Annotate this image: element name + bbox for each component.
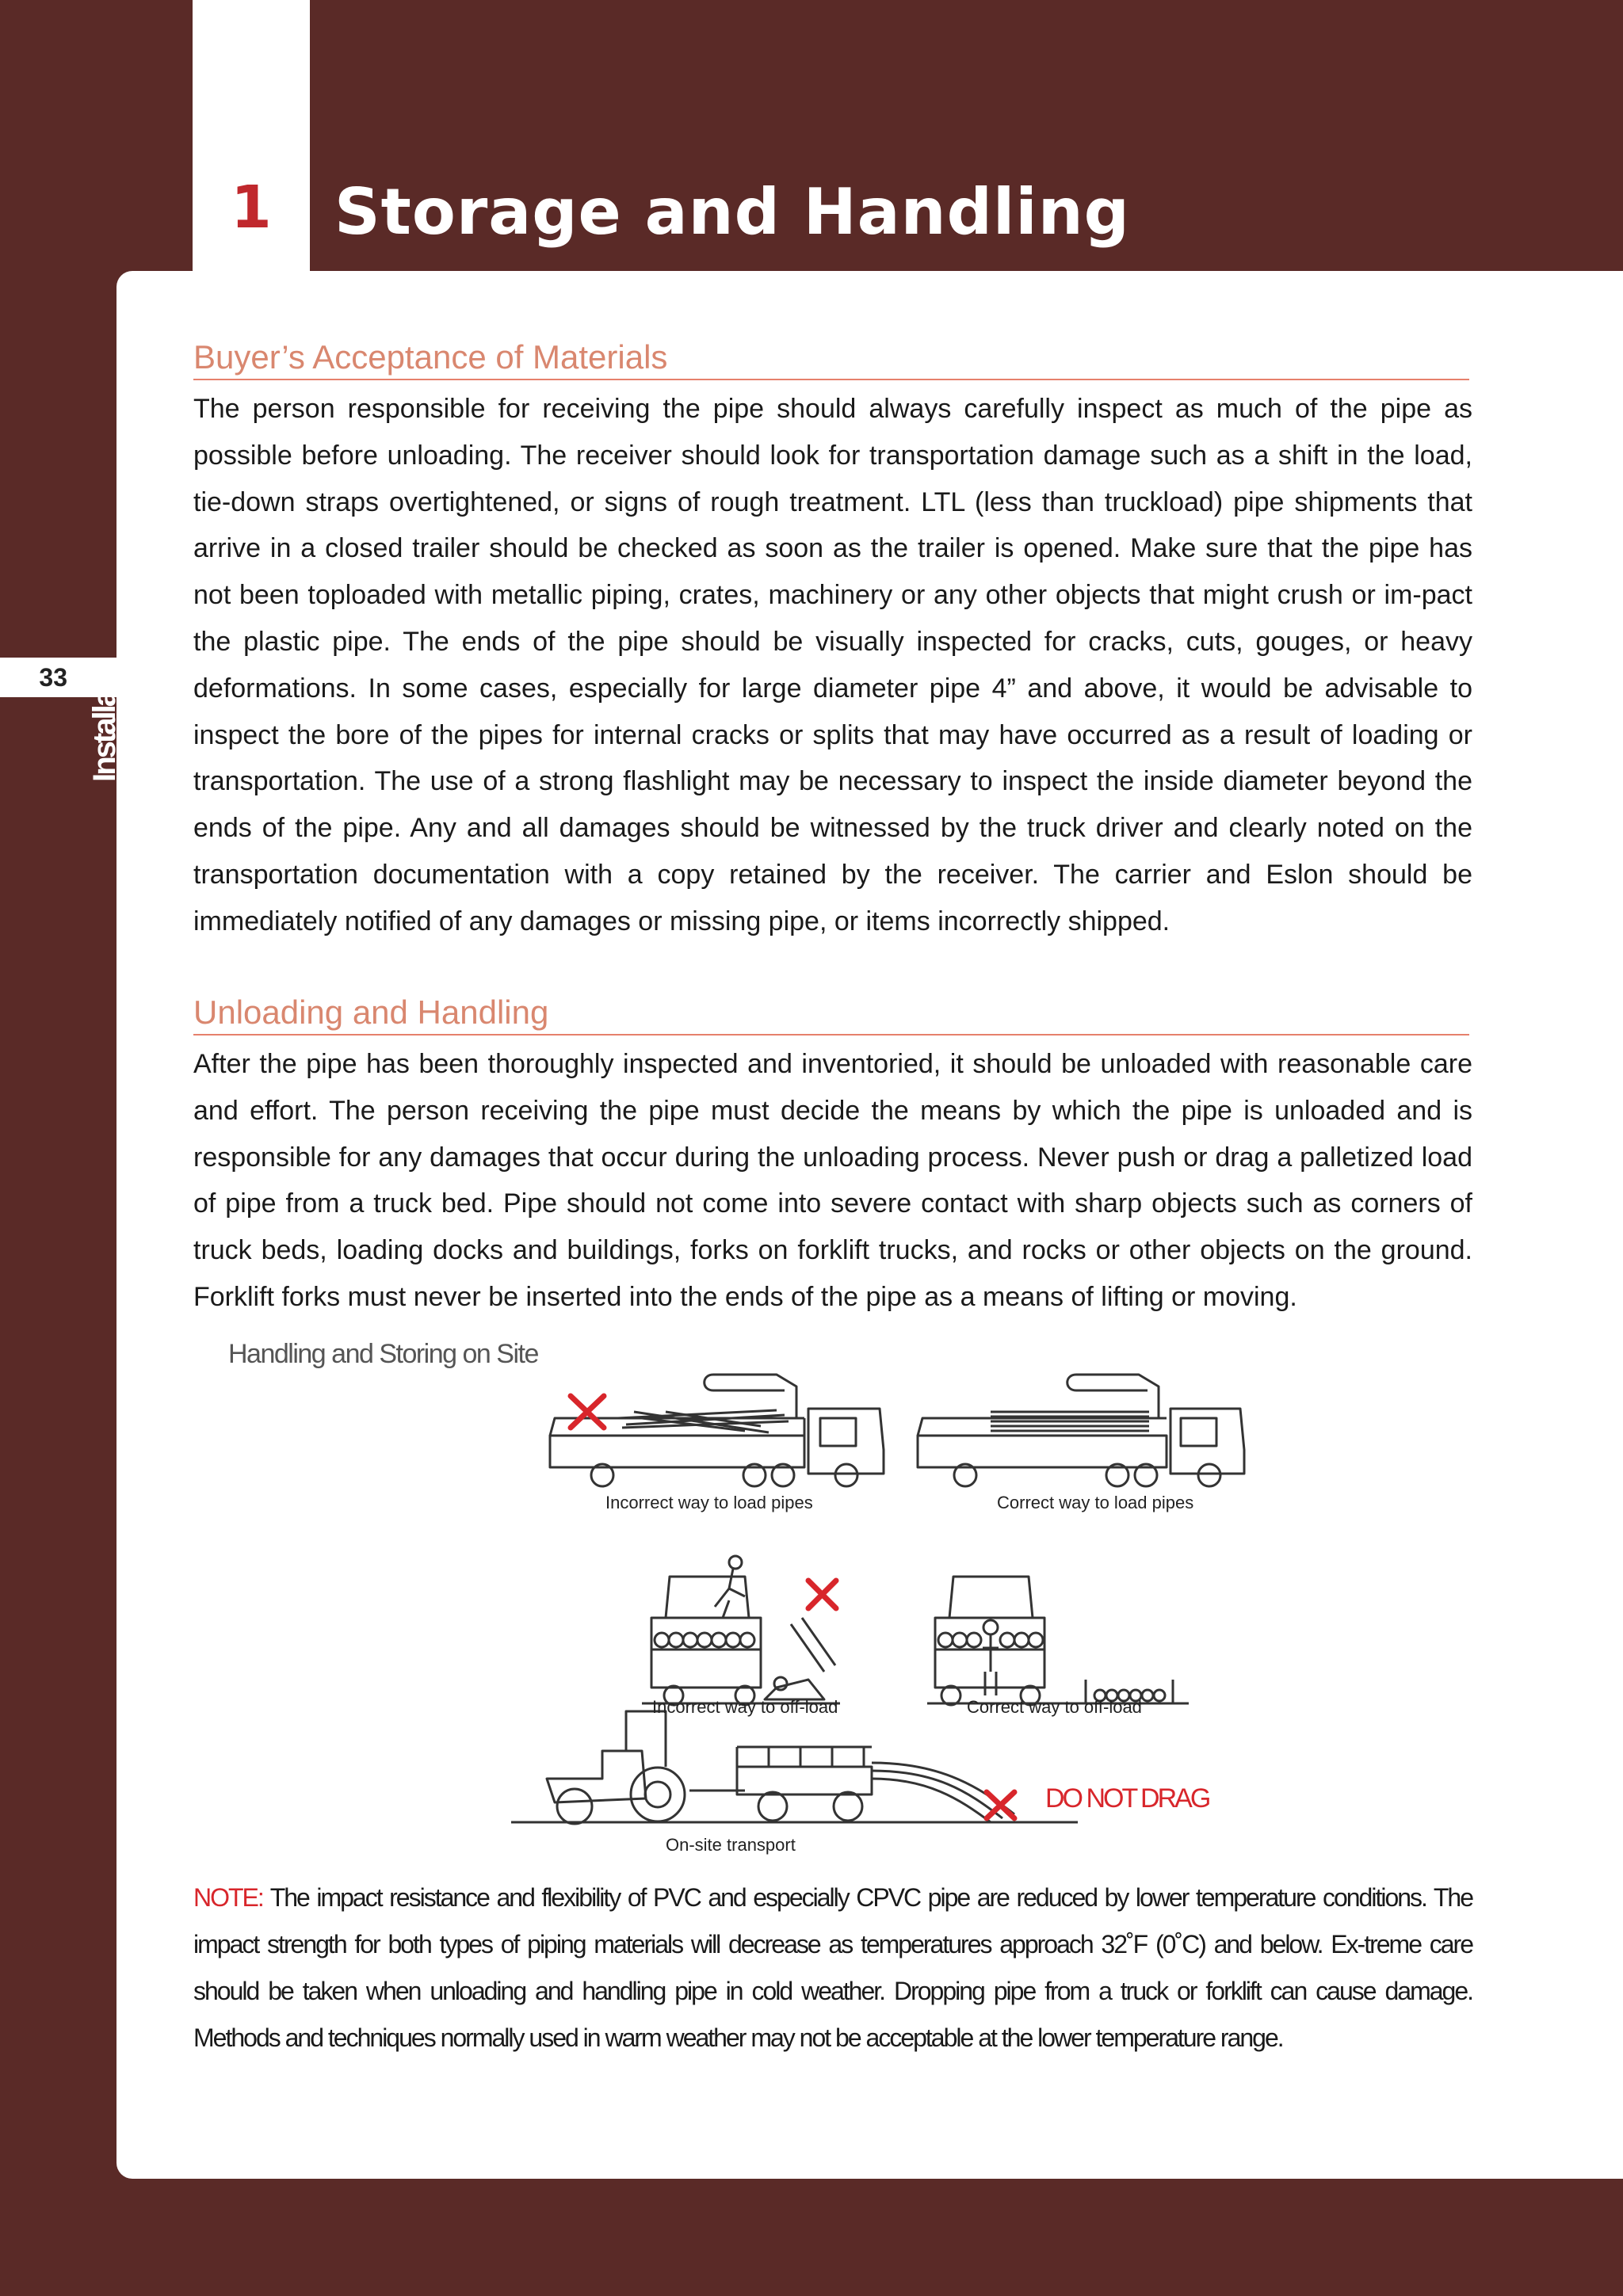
tractor-trailer-drawing [511, 1711, 1078, 1824]
label-incorrect-load: Incorrect way to load pipes [605, 1493, 813, 1512]
truck-incorrect-load-drawing [550, 1375, 884, 1486]
page-number: 33 [39, 663, 67, 692]
incorrect-load-x-mark [571, 1396, 604, 1428]
chapter-number: 1 [231, 174, 272, 242]
note-label: NOTE: [193, 1883, 263, 1912]
side-section-label: Installatio [87, 660, 122, 782]
section-heading-buyers-acceptance: Buyer’s Acceptance of Materials [193, 341, 1469, 380]
offload-correct-drawing [927, 1577, 1189, 1705]
section-heading-unloading: Unloading and Handling [193, 996, 1469, 1035]
note-text: The impact resistance and flexibility of PVC and especially CPVC pipe are reduced by lower temperature conditions. The impact strength for both types of piping materials will decrease as temperatures approach 32˚F (0˚C) and below. Ex-treme care should be taken when unloading and handling pipe in cold weather. Dropping pipe from a truck or forklift can cause damage. Methods and techniques normally used in warm weather may not be acceptable at the lower temperature range. [193, 1883, 1472, 2052]
note-paragraph [193, 1875, 1472, 2061]
incorrect-offload-x-mark [808, 1581, 836, 1608]
label-correct-offload: Correct way to off-load [967, 1697, 1142, 1717]
truck-correct-load-drawing [918, 1375, 1244, 1486]
figure-caption: Handling and Storing on Site [228, 1339, 538, 1369]
label-incorrect-offload: Incorrect way to off-load [652, 1697, 838, 1717]
label-correct-load: Correct way to load pipes [997, 1493, 1194, 1512]
chapter-title: Storage and Handling [334, 175, 1130, 249]
do-not-drag-x-mark [987, 1792, 1014, 1818]
do-not-drag-warning: DO NOT DRAG [1045, 1783, 1209, 1814]
section-body-buyers-acceptance: The person responsible for receiving the pipe should always carefully inspect as much of the pipe as possible before unloading. The receiver should look for transportation damage such as a shift in the load, tie-down straps overtightened, or signs of rough treatment. LTL (less than truckload) pipe shipments that arrive in a closed trailer should be checked as soon as the trailer is opened. Make sure that the pipe has not been toploaded with metallic piping, crates, machinery or any other objects that might crush or im-pact the plastic pipe. The ends of the pipe should be visually inspected for cracks, cuts, gouges, or heavy deformations. In some cases, especially for large diameter pipe 4” and above, it would be advisable to inspect the bore of the pipes for internal cracks or splits that may have occurred as a result of loading or transportation. The use of a strong flashlight may be necessary to inspect the inside diameter beyond the ends of the pipe. Any and all damages should be witnessed by the truck driver and clearly noted on the transportation documentation with a copy retained by the receiver. The carrier and Eslon should be immediately notified of any damages or missing pipe, or items incorrectly shipped. [193, 394, 1472, 936]
offload-incorrect-drawing [642, 1556, 840, 1705]
section-body-unloading: After the pipe has been thoroughly inspected and inventoried, it should be unloaded with reasonable care and effort. The person receiving the pipe must decide the means by which the pipe is unloaded and is responsible for any damages that occur during the unloading process. Never push or drag a palletized load of pipe from a truck bed. Pipe should not come into severe contact with sharp objects such as corners of truck beds, loading docks and buildings, forks on forklift trucks, and rocks or other objects on the ground. Forklift forks must never be inserted into the ends of the pipe as a means of lifting or moving. [193, 1049, 1472, 1312]
label-onsite-transport: On-site transport [666, 1835, 796, 1855]
